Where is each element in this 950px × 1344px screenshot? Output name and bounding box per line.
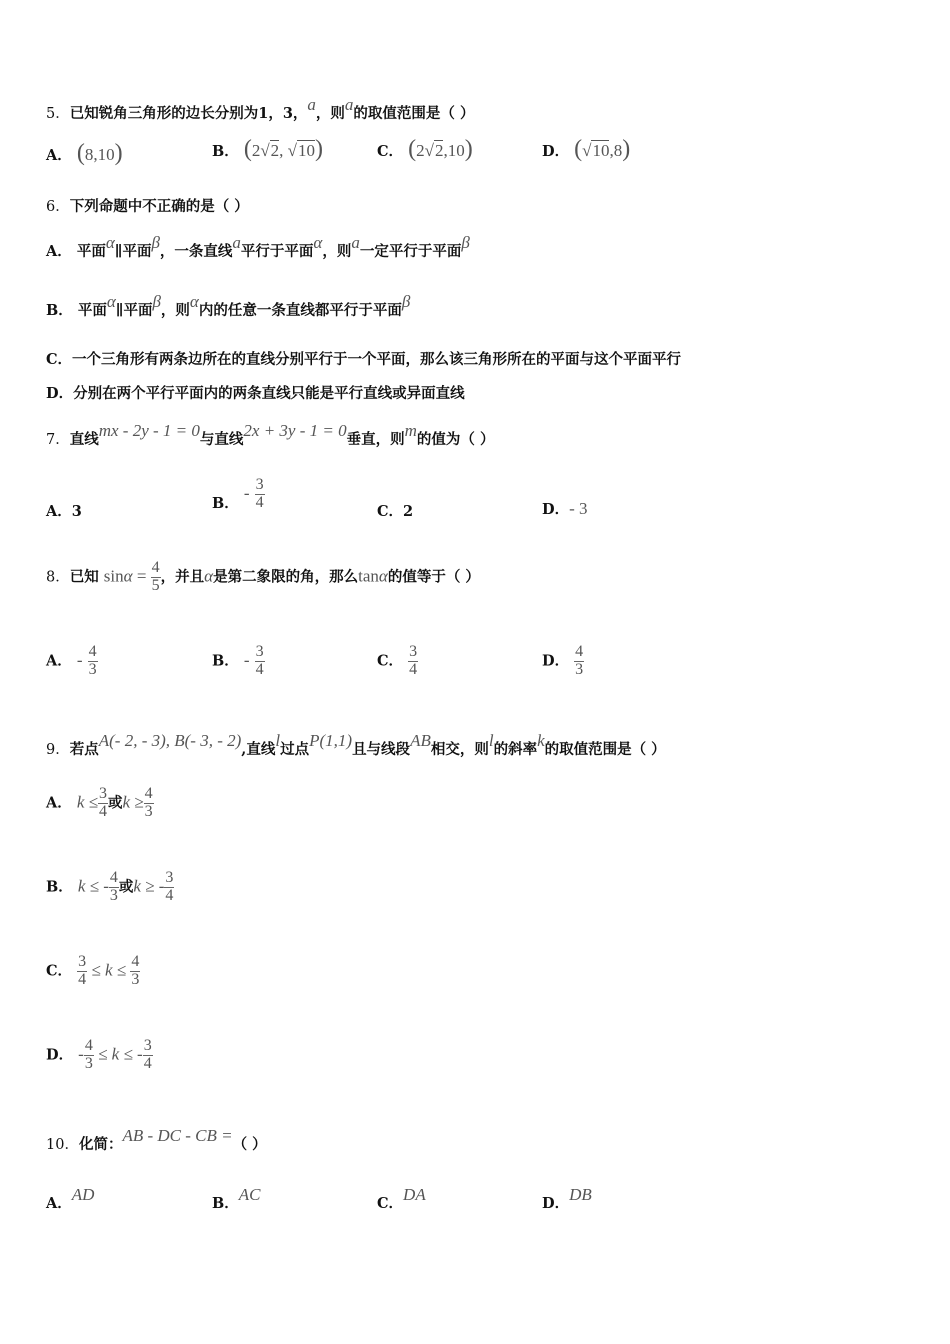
- option-label: C．: [377, 652, 404, 670]
- option-label: C．: [377, 1195, 404, 1212]
- numerator: 4: [151, 559, 160, 576]
- q6-option-a[interactable]: [46, 233, 470, 261]
- stem-text: 已知: [69, 568, 99, 586]
- math-expr: P(1,1): [309, 731, 353, 750]
- option-text: ∥平面: [115, 302, 153, 319]
- q10-option-b[interactable]: [212, 1185, 261, 1213]
- option-label: A．: [46, 503, 72, 520]
- denominator: 4: [143, 1054, 152, 1072]
- q9-option-c[interactable]: [46, 954, 140, 989]
- math-expr: (2√2, √10): [243, 136, 324, 162]
- q7-option-a[interactable]: [46, 500, 82, 521]
- denominator: 3: [144, 802, 153, 820]
- fraction: [255, 477, 265, 512]
- stem-text: （ ）: [232, 1136, 267, 1153]
- numerator: 4: [131, 953, 140, 970]
- math-expr: mx - 2y - 1 = 0: [98, 421, 200, 440]
- option-text: ，则: [322, 243, 352, 260]
- stem-text: 与直线: [199, 431, 244, 448]
- math-var: AB: [410, 731, 431, 750]
- stem-text: 且与线段: [352, 741, 411, 758]
- math-var: a: [351, 233, 360, 252]
- stem-text: 的取值范围是（ ）: [353, 105, 475, 122]
- q7-option-d[interactable]: [542, 498, 588, 519]
- option-text: 或: [118, 878, 134, 896]
- math-var: m: [404, 421, 417, 440]
- stem-text: ,直线: [241, 741, 276, 758]
- math-var: β: [461, 233, 470, 252]
- question-5-stem: [46, 95, 475, 123]
- math-func: tan: [358, 566, 379, 586]
- option-label: B．: [212, 1195, 239, 1212]
- option-label: B．: [46, 878, 73, 896]
- option-label: D．: [542, 501, 570, 518]
- q10-option-a[interactable]: [46, 1185, 95, 1213]
- question-number: 8．: [46, 569, 70, 586]
- numerator: 3: [165, 869, 174, 886]
- option-label: A．: [46, 652, 72, 670]
- math-var: l: [275, 731, 281, 750]
- denominator: 4: [165, 886, 174, 904]
- q5-option-b[interactable]: [212, 136, 323, 163]
- stem-text: 化简：: [78, 1136, 123, 1153]
- q8-option-d[interactable]: [542, 644, 584, 679]
- math-text: ,8: [609, 141, 623, 160]
- q9-option-d[interactable]: [46, 1038, 153, 1073]
- math-var: a: [344, 95, 354, 114]
- stem-text: 直线: [69, 431, 99, 448]
- fraction: [574, 644, 584, 679]
- question-10-stem: [46, 1126, 267, 1154]
- denominator: 3: [84, 1054, 93, 1072]
- option-label: D．: [46, 385, 74, 402]
- stem-text: 过点: [280, 741, 310, 758]
- math-sign: -: [78, 1044, 84, 1064]
- option-label: B．: [46, 302, 73, 319]
- option-label: D．: [542, 143, 570, 160]
- math-text: 2: [251, 141, 261, 160]
- math-text: 8,10: [84, 145, 115, 164]
- math-expr: k ≤ -: [77, 876, 109, 896]
- math-expr: AD: [71, 1185, 95, 1204]
- math-expr: k ≤: [76, 792, 98, 812]
- q6-option-b[interactable]: [46, 292, 411, 320]
- math-expr: (8,10): [76, 140, 123, 166]
- option-text: ，则: [160, 302, 190, 319]
- fraction: [151, 560, 161, 595]
- denominator: 3: [109, 886, 118, 904]
- option-text: 一定平行于平面: [359, 243, 462, 260]
- math-var: β: [401, 292, 411, 311]
- numerator: 4: [88, 643, 97, 660]
- math-expr: DB: [569, 1185, 592, 1204]
- question-number: 5．: [46, 106, 70, 122]
- denominator: 4: [98, 802, 107, 820]
- q9-option-b[interactable]: [46, 870, 174, 905]
- denominator: 4: [255, 493, 264, 511]
- fraction: [84, 1038, 94, 1073]
- question-9-stem: [46, 731, 666, 759]
- denominator: 3: [131, 970, 140, 988]
- math-text: 2: [434, 141, 444, 160]
- q8-option-a[interactable]: [46, 644, 98, 679]
- stem-text: 若点: [69, 741, 99, 758]
- denominator: 4: [255, 660, 264, 678]
- fraction: [109, 870, 119, 905]
- fraction: [143, 1038, 153, 1073]
- option-label: C．: [46, 351, 73, 368]
- fraction: [144, 786, 154, 821]
- stem-text: 的取值范围是（ ）: [544, 741, 666, 758]
- option-label: A．: [46, 794, 72, 812]
- option-text: 或: [107, 794, 123, 812]
- math-var: α: [204, 566, 214, 586]
- numerator: 4: [84, 1037, 93, 1054]
- numerator: 4: [575, 643, 584, 660]
- denominator: 4: [409, 660, 418, 678]
- math-expr: 2x + 3y - 1 = 0: [243, 421, 347, 440]
- q8-option-b[interactable]: [212, 644, 265, 679]
- question-7-stem: [46, 421, 495, 449]
- math-text: - 3: [569, 499, 588, 518]
- fraction: [408, 644, 418, 679]
- math-var: α: [105, 233, 115, 252]
- option-text: 平面: [76, 243, 106, 260]
- math-sign: -: [243, 483, 250, 503]
- math-var: α: [189, 292, 199, 311]
- stem-text: 的斜率: [493, 741, 538, 758]
- denominator: 5: [151, 576, 160, 594]
- option-label: C．: [377, 503, 404, 520]
- fraction: [98, 786, 108, 821]
- math-expr: k ≥: [122, 792, 144, 812]
- numerator: 3: [78, 953, 87, 970]
- math-expr: AB - DC - CB =: [122, 1126, 233, 1145]
- option-label: B．: [212, 652, 239, 670]
- math-var: a: [307, 95, 316, 114]
- option-label: A．: [46, 243, 72, 260]
- fraction: [88, 644, 98, 679]
- option-label: C．: [377, 143, 404, 160]
- q10-option-d[interactable]: [542, 1185, 592, 1213]
- math-text: 2: [270, 141, 280, 160]
- math-sign: -: [243, 650, 250, 670]
- math-text: 2: [416, 141, 425, 160]
- option-text: 平面: [77, 302, 107, 319]
- math-expr: k ≥ -: [133, 876, 165, 896]
- option-text: 3: [71, 503, 82, 520]
- q9-option-a[interactable]: [46, 786, 154, 821]
- math-text: 10: [592, 141, 610, 160]
- option-label: B．: [212, 143, 239, 160]
- stem-text: 相交，则: [430, 741, 489, 758]
- math-expr: (2√2,10): [408, 136, 473, 162]
- option-text: 2: [403, 503, 414, 520]
- option-label: D．: [542, 652, 570, 670]
- math-expr: (√10,8): [574, 136, 631, 162]
- math-text: ,: [279, 141, 288, 160]
- option-text: 分别在两个平行平面内的两条直线只能是平行直线或异面直线: [73, 385, 465, 402]
- q6-option-d[interactable]: [46, 382, 465, 403]
- q5-option-d[interactable]: [542, 136, 630, 163]
- numerator: 4: [109, 869, 118, 886]
- q5-option-a[interactable]: [46, 140, 123, 167]
- question-8-stem: [46, 560, 480, 595]
- math-var: α: [378, 566, 388, 586]
- option-text: 一个三角形有两条边所在的直线分别平行于一个平面，那么该三角形所在的平面与这个平面平行: [72, 351, 682, 368]
- fraction: [255, 644, 265, 679]
- math-expr: ≤ k ≤ -: [93, 1044, 143, 1064]
- question-number: 6．: [46, 199, 70, 215]
- numerator: 3: [409, 643, 418, 660]
- q7-option-c[interactable]: [377, 500, 413, 521]
- option-text: 平行于平面: [240, 243, 314, 260]
- q5-option-c[interactable]: [377, 136, 473, 163]
- math-expr: ≤ k ≤: [87, 960, 131, 980]
- math-var: β: [152, 292, 161, 311]
- math-expr: A(- 2, - 3), B(- 3, - 2): [98, 731, 242, 750]
- fraction: [130, 954, 140, 989]
- question-number: 9．: [46, 742, 70, 758]
- stem-text: 的值为（ ）: [416, 431, 495, 448]
- option-text: ，一条直线: [159, 243, 233, 260]
- numerator: 3: [255, 643, 264, 660]
- numerator: 4: [144, 785, 153, 802]
- math-sign: -: [76, 650, 83, 670]
- stem-text: ，则: [315, 105, 345, 122]
- math-sign: =: [132, 566, 151, 586]
- math-expr: DA: [403, 1185, 426, 1204]
- option-label: D．: [542, 1195, 570, 1212]
- option-label: A．: [46, 1195, 72, 1212]
- math-var: α: [106, 292, 116, 311]
- stem-text: ，并且: [160, 568, 205, 586]
- math-var: k: [537, 731, 545, 750]
- math-var: α: [313, 233, 323, 252]
- numerator: 3: [143, 1037, 152, 1054]
- denominator: 3: [88, 660, 97, 678]
- stem-text: 的值等于（ ）: [387, 568, 480, 586]
- q7-option-b[interactable]: [212, 477, 265, 512]
- math-var: a: [232, 233, 241, 252]
- stem-text: 已知锐角三角形的边长分别为1，3，: [69, 105, 308, 122]
- math-text: 10: [298, 141, 316, 160]
- fraction: [164, 870, 174, 905]
- fraction: [77, 954, 87, 989]
- stem-text: 是第二象限的角，那么: [213, 568, 359, 586]
- math-func: sin: [103, 566, 124, 586]
- q6-option-c[interactable]: [46, 348, 681, 369]
- question-6-stem: [46, 195, 249, 216]
- option-text: ∥平面: [114, 243, 152, 260]
- math-expr: AC: [238, 1185, 261, 1204]
- option-label: D．: [46, 1046, 74, 1064]
- stem-text: 下列命题中不正确的是（ ）: [69, 198, 249, 215]
- numerator: 3: [98, 785, 107, 802]
- option-label: A．: [46, 147, 72, 164]
- denominator: 4: [78, 970, 87, 988]
- numerator: 3: [255, 476, 264, 493]
- q8-option-c[interactable]: [377, 644, 418, 679]
- question-number: 7．: [46, 432, 70, 448]
- question-number: 10．: [46, 1137, 79, 1153]
- q10-option-c[interactable]: [377, 1185, 426, 1213]
- math-var: l: [488, 731, 494, 750]
- math-var: α: [123, 566, 133, 586]
- option-label: C．: [46, 962, 73, 980]
- option-label: B．: [212, 495, 239, 513]
- denominator: 3: [575, 660, 584, 678]
- math-var: β: [151, 233, 160, 252]
- math-text: ,10: [443, 141, 465, 160]
- stem-text: 垂直，则: [346, 431, 405, 448]
- option-text: 内的任意一条直线都平行于平面: [198, 302, 402, 319]
